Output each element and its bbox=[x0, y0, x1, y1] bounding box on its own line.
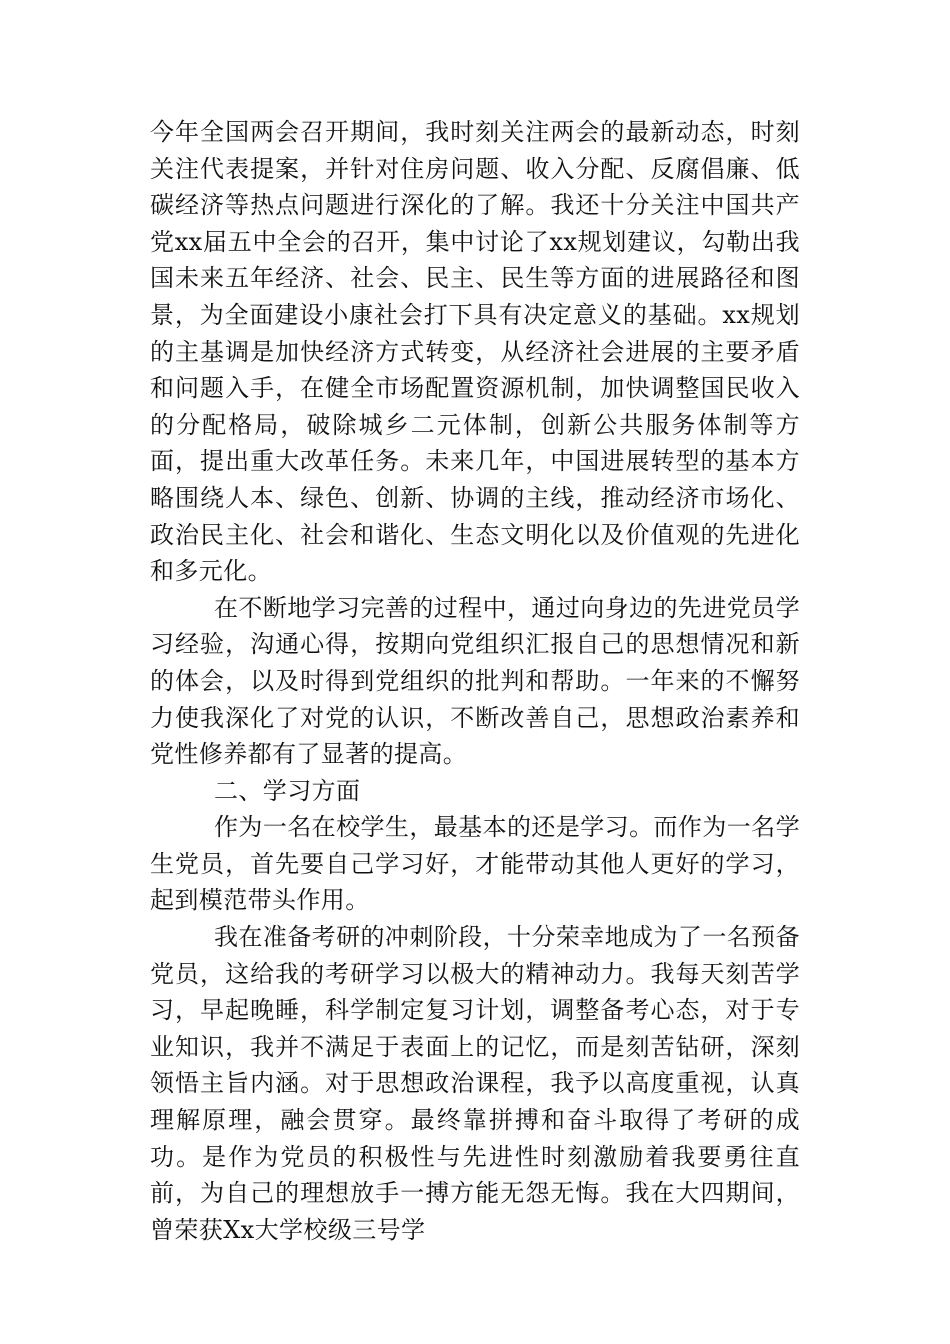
paragraph-learning-improvement: 在不断地学习完善的过程中，通过向身边的先进党员学习经验，沟通心得，按期向党组织汇报自己的思想情况和新的体会，以及时得到党组织的批判和帮助。一年来的不懈努力使我深化了对党的认识，不断改善自己，思想政治素养和党性修养都有了显著的提高。 bbox=[150, 593, 800, 769]
paragraph-student-role: 作为一名在校学生，最基本的还是学习。而作为一名学生党员，首先要自己学习好，才能带动其他人更好的学习，起到模范带头作用。 bbox=[150, 813, 800, 915]
paragraph-two-sessions: 今年全国两会召开期间，我时刻关注两会的最新动态，时刻关注代表提案，并针对住房问题、收入分配、反腐倡廉、低碳经济等热点问题进行深化的了解。我还十分关注中国共产党xx届五中全会的召开，集中讨论了xx规划建议，勾勒出我国未来五年经济、社会、民主、民生等方面的进展路径和图景，为全面建设小康社会打下具有决定意义的基础。xx规划的主基调是加快经济方式转变，从经济社会进展的主要矛盾和问题入手，在健全市场配置资源机制，加快调整国民收入的分配格局，破除城乡二元体制，创新公共服务体制等方面，提出重大改革任务。未来几年，中国进展转型的基本方略围绕人本、绿色、创新、协调的主线，推动经济市场化、政治民主化、社会和谐化、生态文明化以及价值观的先进化和多元化。 bbox=[150, 118, 800, 586]
paragraph-exam-preparation: 我在准备考研的冲刺阶段，十分荣幸地成为了一名预备党员，这给我的考研学习以极大的精神动力。我每天刻苦学习，早起晚睡，科学制定复习计划，调整备考心态，对于专业知识，我并不满足于表面上的记忆，而是刻苦钻研，深刻领悟主旨内涵。对于思想政治课程，我予以高度重视，认真理解原理，融会贯穿。最终靠拼搏和奋斗取得了考研的成功。是作为党员的积极性与先进性时刻激励着我要勇往直前，为自己的理想放手一搏方能无怨无悔。我在大四期间，曾荣获Xx大学校级三号学 bbox=[150, 923, 800, 1244]
section-heading-study: 二、学习方面 bbox=[214, 776, 361, 805]
document-body bbox=[150, 114, 800, 1248]
